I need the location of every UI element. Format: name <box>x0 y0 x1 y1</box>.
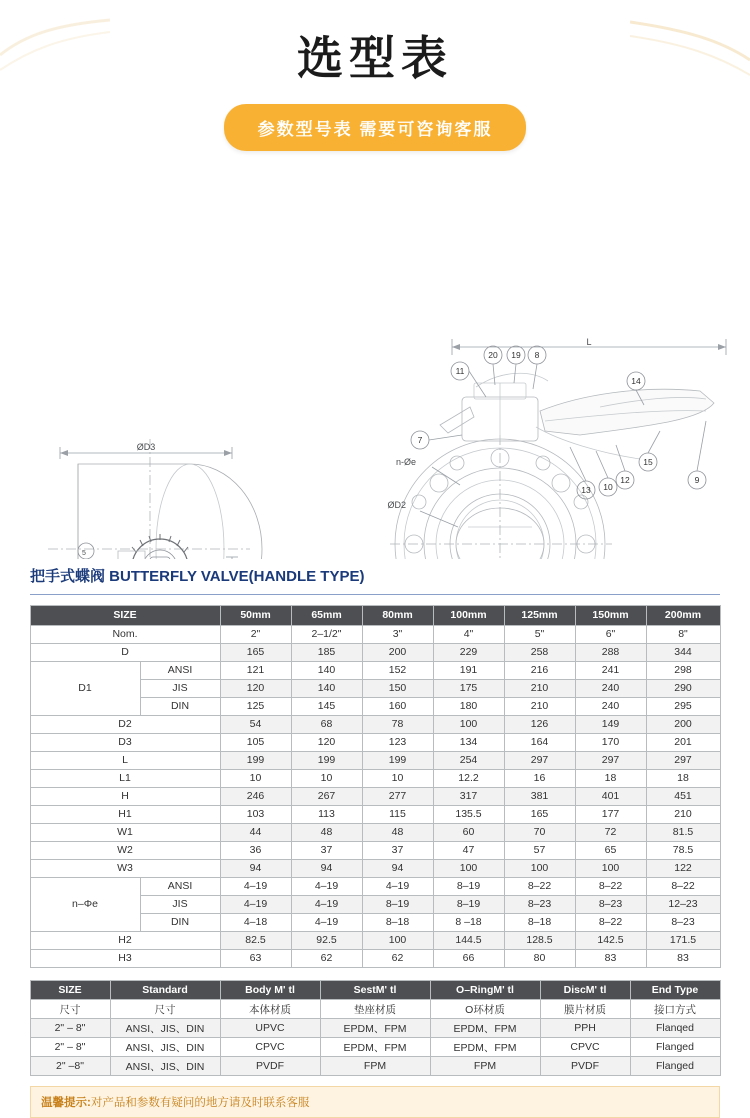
cell: 120 <box>220 680 291 698</box>
row-label: H3 <box>30 950 220 968</box>
note-prefix: 温馨提示: <box>41 1097 91 1109</box>
cell: 165 <box>220 644 291 662</box>
balloon-15: 15 <box>643 457 653 467</box>
corner-decoration-left <box>0 0 110 80</box>
cell: 254 <box>433 752 504 770</box>
cell: PVDF <box>540 1057 630 1076</box>
cell: 267 <box>291 788 362 806</box>
spec-header-row <box>30 606 720 626</box>
cell: 8 –18 <box>433 914 504 932</box>
material-table <box>30 980 721 1076</box>
table-row <box>30 878 720 896</box>
cell: 210 <box>646 806 720 824</box>
cell: 451 <box>646 788 720 806</box>
cell: EPDM、FPM <box>320 1019 430 1038</box>
cell: 229 <box>433 644 504 662</box>
cell: 78.5 <box>646 842 720 860</box>
cell: 288 <box>575 644 646 662</box>
cell: 82.5 <box>220 932 291 950</box>
cell: 8–18 <box>362 914 433 932</box>
cell: 3" <box>362 626 433 644</box>
cell: 6" <box>575 626 646 644</box>
cell: EPDM、FPM <box>430 1019 540 1038</box>
table-row <box>30 824 720 842</box>
cell: 70 <box>504 824 575 842</box>
mat-header-standard: Standard <box>110 981 220 1000</box>
row-label: D3 <box>30 734 220 752</box>
balloon-20: 20 <box>488 350 498 360</box>
cell: 115 <box>362 806 433 824</box>
row-label-d1: D1 <box>30 662 140 716</box>
cell: 240 <box>575 698 646 716</box>
mat-header-disc: DiscM' tl <box>540 981 630 1000</box>
corner-decoration-right <box>630 0 750 90</box>
cell: 149 <box>575 716 646 734</box>
cell: 63 <box>220 950 291 968</box>
cell: 94 <box>362 860 433 878</box>
cell: 199 <box>291 752 362 770</box>
spec-header-100mm: 100mm <box>433 606 504 626</box>
cell: 140 <box>291 662 362 680</box>
cell: 344 <box>646 644 720 662</box>
cell: 10 <box>362 770 433 788</box>
cell: 8–23 <box>504 896 575 914</box>
cell: 191 <box>433 662 504 680</box>
row-label: H <box>30 788 220 806</box>
cell: 48 <box>291 824 362 842</box>
cell: 垫座材质 <box>320 1000 430 1019</box>
cell: 10 <box>291 770 362 788</box>
cell: 接口方式 <box>630 1000 720 1019</box>
cell: 2" –8" <box>30 1057 110 1076</box>
table-row <box>30 1000 720 1019</box>
row-label: D <box>30 644 220 662</box>
cell: Flanqed <box>630 1019 720 1038</box>
cell: 290 <box>646 680 720 698</box>
cell: 120 <box>291 734 362 752</box>
cell: 103 <box>220 806 291 824</box>
cell: 66 <box>433 950 504 968</box>
cell: 37 <box>291 842 362 860</box>
cell: 164 <box>504 734 575 752</box>
cell: 94 <box>220 860 291 878</box>
cell: 4–19 <box>291 914 362 932</box>
row-label: Nom. <box>30 626 220 644</box>
spec-header-200mm: 200mm <box>646 606 720 626</box>
cell: 4" <box>433 626 504 644</box>
cell: 185 <box>291 644 362 662</box>
cell: EPDM、FPM <box>320 1038 430 1057</box>
row-label: W1 <box>30 824 220 842</box>
table-row <box>30 860 720 878</box>
cell: 298 <box>646 662 720 680</box>
cell: 8–23 <box>646 914 720 932</box>
cell: 37 <box>362 842 433 860</box>
mat-header-oring: O–RingM' tl <box>430 981 540 1000</box>
cell: 200 <box>646 716 720 734</box>
spec-header-150mm: 150mm <box>575 606 646 626</box>
table-row <box>30 788 720 806</box>
label-n-phi-e: n-Øe <box>395 457 416 467</box>
cell: 140 <box>291 680 362 698</box>
cell: ANSI、JIS、DIN <box>110 1019 220 1038</box>
subtitle-container <box>0 104 750 151</box>
cell: 2" <box>220 626 291 644</box>
cell: 8–22 <box>646 878 720 896</box>
cell: PVDF <box>220 1057 320 1076</box>
cell: 100 <box>433 716 504 734</box>
cell: 100 <box>575 860 646 878</box>
cell: 201 <box>646 734 720 752</box>
table-row <box>30 1057 720 1076</box>
cell: 134 <box>433 734 504 752</box>
row-sublabel: ANSI <box>140 662 220 680</box>
balloon-8: 8 <box>534 350 540 360</box>
cell: 297 <box>504 752 575 770</box>
balloon-12: 12 <box>620 475 630 485</box>
table-row <box>30 662 720 680</box>
table-row <box>30 950 720 968</box>
row-label: H2 <box>30 932 220 950</box>
cell: 122 <box>646 860 720 878</box>
cell: 8–22 <box>504 878 575 896</box>
cell: 16 <box>504 770 575 788</box>
specification-table <box>30 605 721 968</box>
cell: 72 <box>575 824 646 842</box>
row-label: W2 <box>30 842 220 860</box>
cell: 尺寸 <box>30 1000 110 1019</box>
cell: PPH <box>540 1019 630 1038</box>
table-row <box>30 1038 720 1057</box>
cell: 277 <box>362 788 433 806</box>
cell: 4–19 <box>291 896 362 914</box>
subtitle-badge: 参数型号表 需要可咨询客服 <box>224 104 527 151</box>
label-d3: ØD3 <box>136 442 156 452</box>
section-divider <box>30 594 720 595</box>
cell: 2" – 8" <box>30 1038 110 1057</box>
table-row <box>30 626 720 644</box>
cell: 2" – 8" <box>30 1019 110 1038</box>
cell: 8–22 <box>575 914 646 932</box>
cell: 177 <box>575 806 646 824</box>
mat-header-endtype: End Type <box>630 981 720 1000</box>
cell: 246 <box>220 788 291 806</box>
cell: 78 <box>362 716 433 734</box>
cell: 401 <box>575 788 646 806</box>
cell: 210 <box>504 698 575 716</box>
cell: 36 <box>220 842 291 860</box>
cell: 80 <box>504 950 575 968</box>
cell: 48 <box>362 824 433 842</box>
row-sublabel: JIS <box>140 680 220 698</box>
balloon-19: 19 <box>511 350 521 360</box>
mat-header-body: Body M' tl <box>220 981 320 1000</box>
cell: 100 <box>433 860 504 878</box>
balloon-9: 9 <box>694 475 700 485</box>
cell: 本体材质 <box>220 1000 320 1019</box>
cell: 160 <box>362 698 433 716</box>
cell: 膜片材质 <box>540 1000 630 1019</box>
row-sublabel: JIS <box>140 896 220 914</box>
cell: FPM <box>320 1057 430 1076</box>
cell: 5" <box>504 626 575 644</box>
spec-header-80mm: 80mm <box>362 606 433 626</box>
row-sublabel: ANSI <box>140 878 220 896</box>
cell: 121 <box>220 662 291 680</box>
balloon-10: 10 <box>603 482 613 492</box>
table-row <box>30 734 720 752</box>
technical-drawing <box>0 159 750 559</box>
cell: 210 <box>504 680 575 698</box>
cell: Flanged <box>630 1038 720 1057</box>
cell: 8" <box>646 626 720 644</box>
cell: 180 <box>433 698 504 716</box>
row-sublabel: DIN <box>140 914 220 932</box>
label-d2: ØD2 <box>387 500 406 510</box>
balloon-a: 5 <box>82 550 86 557</box>
material-header-row <box>30 981 720 1000</box>
table-row <box>30 716 720 734</box>
cell: 150 <box>362 680 433 698</box>
row-label-n-phi-e: n–Φe <box>30 878 140 932</box>
label-l: L <box>586 337 592 347</box>
cell: 199 <box>362 752 433 770</box>
cell: 8–23 <box>575 896 646 914</box>
row-sublabel: DIN <box>140 698 220 716</box>
cell: 4–19 <box>362 878 433 896</box>
cell: 8–22 <box>575 878 646 896</box>
cell: 145 <box>291 698 362 716</box>
cell: 18 <box>646 770 720 788</box>
cell: 126 <box>504 716 575 734</box>
cell: 100 <box>504 860 575 878</box>
cell: 83 <box>646 950 720 968</box>
cell: 60 <box>433 824 504 842</box>
cell: 62 <box>291 950 362 968</box>
cell: FPM <box>430 1057 540 1076</box>
cell: 54 <box>220 716 291 734</box>
cell: 8–19 <box>433 896 504 914</box>
cell: 62 <box>362 950 433 968</box>
cell: 199 <box>220 752 291 770</box>
mat-header-seat: SestM' tl <box>320 981 430 1000</box>
cell: 94 <box>291 860 362 878</box>
cell: 123 <box>362 734 433 752</box>
section-caption: 把手式蝶阀 BUTTERFLY VALVE(HANDLE TYPE) <box>30 568 365 585</box>
cell: 100 <box>362 932 433 950</box>
spec-header-125mm: 125mm <box>504 606 575 626</box>
cell: 4–18 <box>220 914 291 932</box>
cell: 4–19 <box>291 878 362 896</box>
cell: 381 <box>504 788 575 806</box>
mat-header-size: SIZE <box>30 981 110 1000</box>
drawing-svg <box>0 159 750 559</box>
cell: 171.5 <box>646 932 720 950</box>
spec-header-50mm: 50mm <box>220 606 291 626</box>
row-label: H1 <box>30 806 220 824</box>
cell: 135.5 <box>433 806 504 824</box>
cell: ANSI、JIS、DIN <box>110 1057 220 1076</box>
cell: 241 <box>575 662 646 680</box>
cell: 4–19 <box>220 896 291 914</box>
cell: 216 <box>504 662 575 680</box>
cell: 10 <box>220 770 291 788</box>
cell: 4–19 <box>220 878 291 896</box>
cell: 92.5 <box>291 932 362 950</box>
balloon-14: 14 <box>631 376 641 386</box>
table-row <box>30 806 720 824</box>
spec-header-65mm: 65mm <box>291 606 362 626</box>
cell: 2–1/2" <box>291 626 362 644</box>
page-title: 选型表 <box>297 33 453 84</box>
cell: 81.5 <box>646 824 720 842</box>
cell: 152 <box>362 662 433 680</box>
cell: 83 <box>575 950 646 968</box>
cell: CPVC <box>220 1038 320 1057</box>
cell: 297 <box>575 752 646 770</box>
cell: EPDM、FPM <box>430 1038 540 1057</box>
balloon-7: 7 <box>417 435 423 445</box>
row-label: L1 <box>30 770 220 788</box>
spec-header-size: SIZE <box>30 606 220 626</box>
cell: 144.5 <box>433 932 504 950</box>
cell: 295 <box>646 698 720 716</box>
cell: ANSI、JIS、DIN <box>110 1038 220 1057</box>
cell: 47 <box>433 842 504 860</box>
cell: 57 <box>504 842 575 860</box>
cell: 142.5 <box>575 932 646 950</box>
table-row <box>30 644 720 662</box>
cell: 44 <box>220 824 291 842</box>
cell: 113 <box>291 806 362 824</box>
cell: 170 <box>575 734 646 752</box>
cell: 297 <box>646 752 720 770</box>
table-row <box>30 1019 720 1038</box>
cell: CPVC <box>540 1038 630 1057</box>
row-label: L <box>30 752 220 770</box>
cell: 175 <box>433 680 504 698</box>
cell: 12–23 <box>646 896 720 914</box>
row-label: D2 <box>30 716 220 734</box>
cell: 尺寸 <box>110 1000 220 1019</box>
cell: 8–19 <box>433 878 504 896</box>
table-row <box>30 932 720 950</box>
cell: 258 <box>504 644 575 662</box>
cell: 165 <box>504 806 575 824</box>
cell: Flanged <box>630 1057 720 1076</box>
cell: 317 <box>433 788 504 806</box>
cell: O环材质 <box>430 1000 540 1019</box>
table-row <box>30 770 720 788</box>
table-row <box>30 752 720 770</box>
cell: 18 <box>575 770 646 788</box>
row-label: W3 <box>30 860 220 878</box>
cell: 200 <box>362 644 433 662</box>
cell: 128.5 <box>504 932 575 950</box>
cell: 8–18 <box>504 914 575 932</box>
cell: 125 <box>220 698 291 716</box>
cell: UPVC <box>220 1019 320 1038</box>
balloon-11: 11 <box>455 366 465 376</box>
balloon-13: 13 <box>581 485 591 495</box>
cell: 68 <box>291 716 362 734</box>
cell: 105 <box>220 734 291 752</box>
cell: 240 <box>575 680 646 698</box>
cell: 8–19 <box>362 896 433 914</box>
note-text: 对产品和参数有疑问的地方请及时联系客服 <box>90 1097 310 1109</box>
cell: 12.2 <box>433 770 504 788</box>
footer-note <box>30 1086 720 1118</box>
table-row <box>30 842 720 860</box>
cell: 65 <box>575 842 646 860</box>
